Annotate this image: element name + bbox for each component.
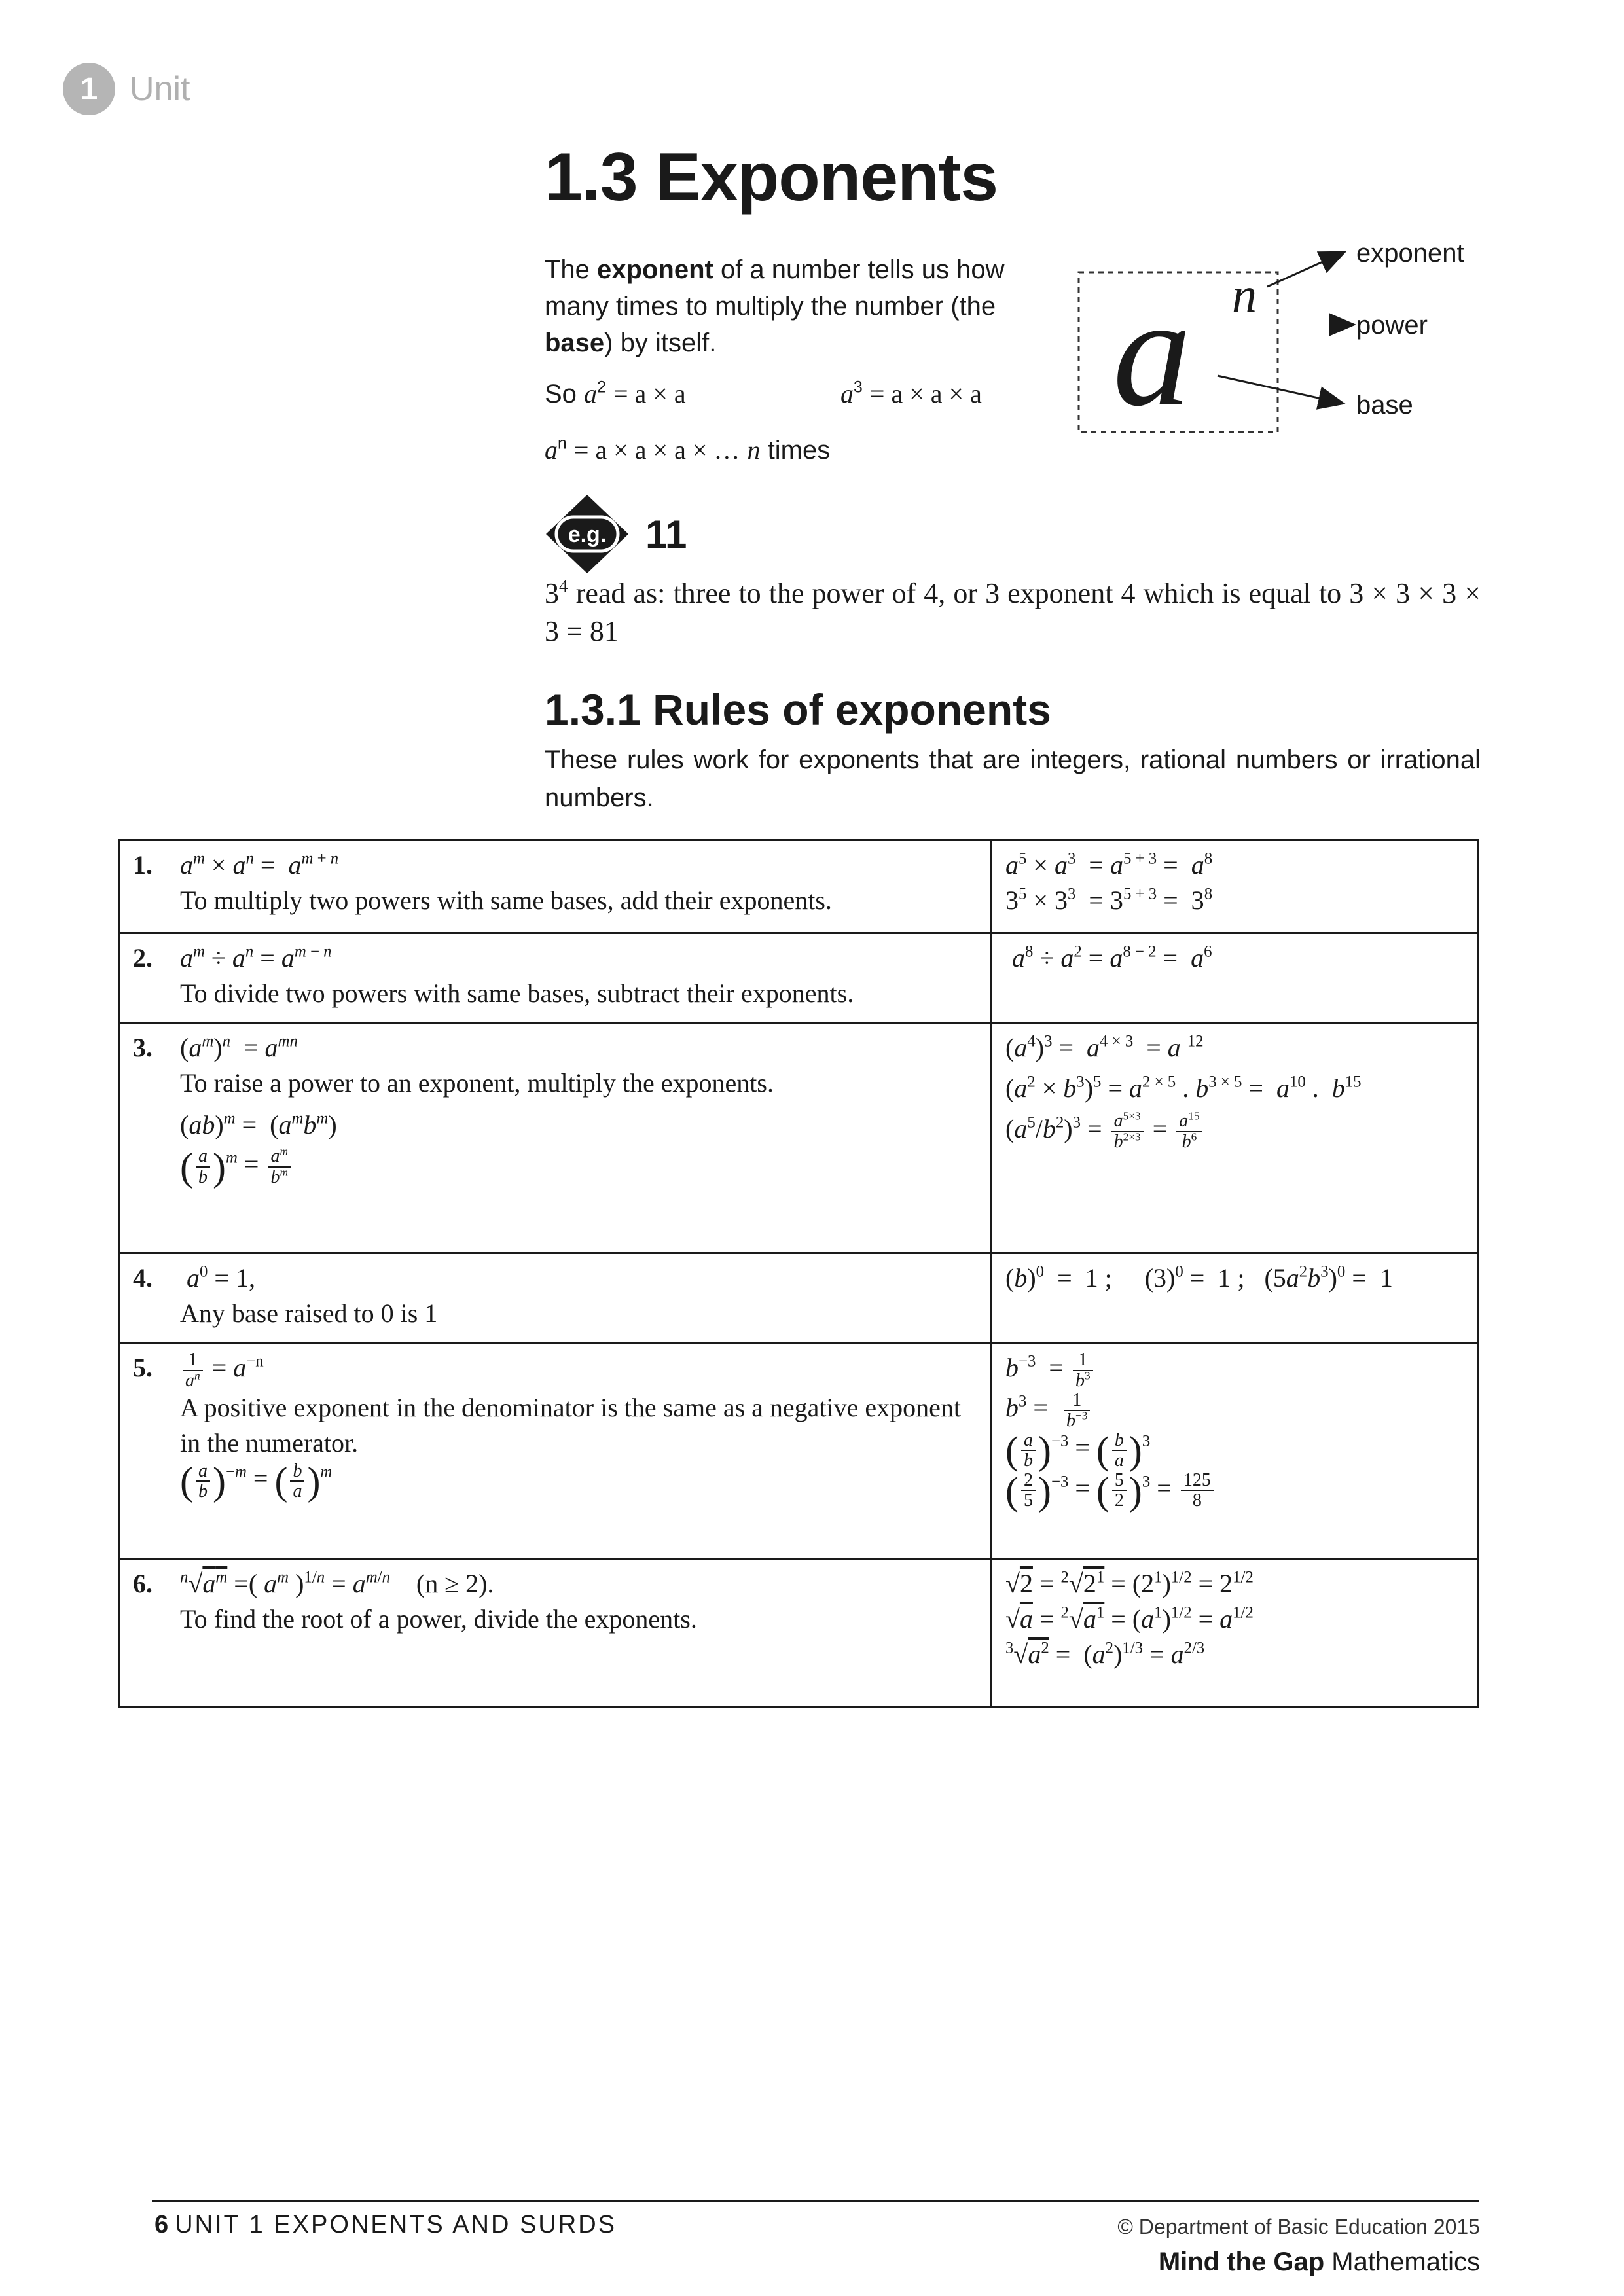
base-term: base xyxy=(545,329,605,357)
base-label: base xyxy=(1356,391,1413,420)
table-row xyxy=(119,1023,1479,1253)
subsection-title: 1.3.1 Rules of exponents xyxy=(545,685,1051,734)
unit-label: Unit xyxy=(130,70,190,108)
footer-copyright: © Department of Basic Education 2015 xyxy=(1117,2215,1480,2238)
rules-table xyxy=(118,839,1479,1708)
base-arrow xyxy=(1218,376,1342,403)
intro-paragraph: The exponent of a number tells us how many times to multiply the number (the base) by itself. xyxy=(545,255,1005,357)
example-text: $3^4$ read as: three to the power of 4, or 3 exponent 4 which is equal to 3 × 3 × 3 × 3 = 81 xyxy=(545,576,1481,647)
example-number: 11 xyxy=(645,512,687,556)
rule-cell: 3. $(a^m)^n = a^{mn}$ To raise a power to an exponent, multiply the exponents. $(ab)^m = (a^mb^m)$ ( $\frac{a}{b}$ )$^m$ = $\frac{a^m}{b^m}$ xyxy=(119,1023,992,1253)
example-cell: $√2 = ^2√2^1 = (2^1)^{1/2} = 2^{1/2}$ $√a = ^2√a^1 = (a^1)^{1/2} = a^{1/2}$ $^3√a^2 = (a^2)^{1/3} = a^{2/3}$ xyxy=(992,1559,1479,1707)
example-cell: $(b)^0 = 1$ ; $(3)^0 = 1$ ; $(5a^2b^3)^0 = 1$ xyxy=(992,1253,1479,1343)
subsection-text: These rules work for exponents that are integers, rational numbers or irrational numbers. xyxy=(545,745,1481,812)
rule-cell: 1. $a^m \times a^n = a^{m + n}$ To multiply two powers with same bases, add their exponents. xyxy=(119,840,992,933)
footer-rule xyxy=(152,2200,1479,2202)
exponent-label: exponent xyxy=(1356,241,1464,268)
example-header xyxy=(545,493,687,575)
example-cell: $a^5 \times a^3 = a^{5 + 3} = a^8$ $3^5 \times 3^3 = 3^{5 + 3} = 3^8$ xyxy=(992,840,1479,933)
footer-unit-title: 6 UNIT 1 EXPONENTS AND SURDS xyxy=(154,2211,617,2238)
formula-cube: $a^3 = a \times a \times a$ xyxy=(840,378,982,408)
rule-cell: 2. $a^m \div a^n = a^{m - n}$ To divide two powers with same bases, subtract their exponents. xyxy=(119,933,992,1023)
section-title: 1.3 Exponents xyxy=(545,139,998,215)
unit-badge xyxy=(63,63,190,115)
exponent-arrow xyxy=(1267,253,1343,287)
table-row xyxy=(119,1343,1479,1559)
footer-brand: Mind the Gap Mathematics xyxy=(1158,2248,1480,2276)
formula-square: So $a^2 = a \times a$ xyxy=(545,378,686,408)
base-symbol: a xyxy=(1113,264,1191,437)
table-row xyxy=(119,1253,1479,1343)
rule-description: To divide two powers with same bases, subtract their exponents. xyxy=(180,978,854,1008)
page-number: 6 xyxy=(154,2211,169,2238)
rule-description: To find the root of a power, divide the exponents. xyxy=(180,1604,697,1634)
example-badge-icon xyxy=(545,493,630,575)
table-row xyxy=(119,1559,1479,1707)
example-cell: $a^8 \div a^2 = a^{8 - 2} = a^6$ xyxy=(992,933,1479,1023)
exponent-symbol: n xyxy=(1232,268,1257,323)
rule-cell: 6. $^n√a^m$ =( $a^m$ )$^{1/n} = a^{m/n}$ (n ≥ 2). To find the root of a power, divide the exponents. xyxy=(119,1559,992,1707)
rule-cell: 5. $\frac{1}{a^n}$ = $a^{-n}$ A positive exponent in the denominator is the same as a negative exponent in the numerator. ( $\frac{a}{b}$ )$^{-m}$ = ( $\frac{b}{a}$ )$^m$ xyxy=(119,1343,992,1559)
exponent-term: exponent xyxy=(597,255,713,284)
unit-number-circle: 1 xyxy=(63,63,115,115)
rule-description: Any base raised to 0 is 1 xyxy=(180,1299,438,1328)
example-cell: $(a^4)^3 = a^{4 \times 3} = a$ $^{12}$ $(a^2 \times b^3)^5 = a^{2 \times 5}$ . $b^{3 \times 5} = a^{10}$ . $b^{15}$ $(a^5/b^2)^3$ = $\frac{a^{5\times 3}}{b^{2\times 3}}$ = $\frac{a^{15}}{b^6}$ xyxy=(992,1023,1479,1253)
svg-text:e.g.: e.g. xyxy=(568,522,607,547)
rule-description: A positive exponent in the denominator is the same as a negative exponent in the numerator. xyxy=(180,1393,962,1458)
rule-cell: 4. $a^0 = 1$, Any base raised to 0 is 1 xyxy=(119,1253,992,1343)
table-row xyxy=(119,933,1479,1023)
table-row xyxy=(119,840,1479,933)
example-cell: $b^{-3}$ = $\frac{1}{b^3}$ $b^3$ = $\frac{1}{b^{-3}}$ ( $\frac{a}{b}$ )$^{-3}$ = ( $\frac{b}{a}$ )$^3$ ( $\frac{2}{5}$ )$^{-3}$ = ( $\frac{5}{2}$ )$^3$ = $\frac{125}{8}$ xyxy=(992,1343,1479,1559)
formula-general: $a^n = a \times a \times a$ × … n times xyxy=(545,435,831,465)
rule-description: To multiply two powers with same bases, add their exponents. xyxy=(180,886,832,915)
rule-description: To raise a power to an exponent, multiply the exponents. xyxy=(180,1068,774,1098)
power-label: power xyxy=(1356,311,1428,340)
exponent-diagram xyxy=(1074,241,1571,437)
